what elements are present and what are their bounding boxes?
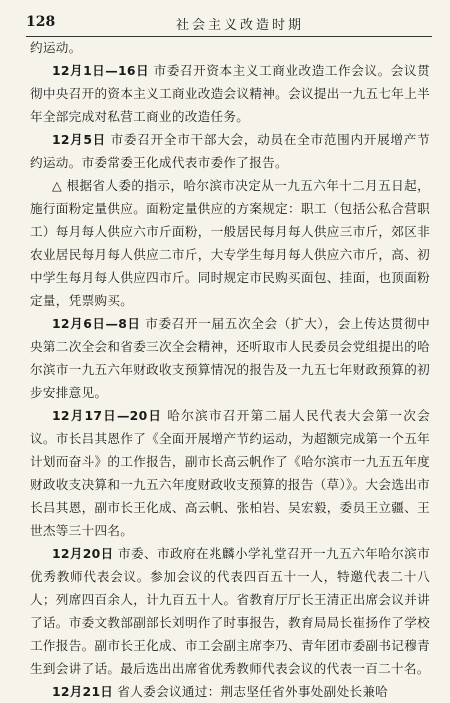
entry-text: 市委召开一届五次全会（扩大），会上传达贯彻中央第二次全会和省委三次全会精神，还听取市人民委员会党组提出的哈尔滨市一九五六年财政收支预算情况的报告及一九五七年财政预算的初步安排意见。 <box>30 316 431 400</box>
entry-text: 约运动。 <box>30 40 82 55</box>
paragraph-2 <box>30 128 430 174</box>
entry-text: 省人委会议通过：荆志坚任省外事处副处长兼哈 <box>113 684 389 699</box>
paragraph-0 <box>30 36 430 59</box>
page-number: 128 <box>26 14 56 30</box>
entry-date: 12月20日 <box>52 546 114 561</box>
page-body <box>30 36 430 703</box>
page-header <box>26 10 432 37</box>
entry-text: 市委召开全市干部大会，动员在全市范围内开展增产节约运动。市委常委王化成代表市委作了报告。 <box>30 132 430 170</box>
entry-text: 哈尔滨市召开第二届人民代表大会第一次会议。市长吕其恩作了《全面开展增产节约运动，为超额完成第一个五年计划而奋斗》的工作报告，副市长高云帆作了《哈尔滨市一九五五年度财政收支决算和一九五六年度财政收支预算的报告（草）》。大会选出市长吕其恩，副市长王化成、高云帆、张柏岩、吴宏毅，委员王立疆、王世杰等三十四名。 <box>30 408 430 538</box>
entry-text: 市委召开资本主义工商业改造工作会议。会议贯彻中央召开的资本主义工商业改造会议精神。会议提出一九五七年上半年全部完成对私营工商业的改造任务。 <box>30 63 430 124</box>
entry-text: 市委、市政府在兆麟小学礼堂召开一九五六年哈尔滨市优秀教师代表会议。参加会议的代表四百五十一人，特邀代表二十八人；列席四百余人，计九百五十人。省教育厅厅长王清正出席会议并讲了话。市委文教部副部长刘明作了时事报告，教育局局长崔扬作了学校工作报告。副市长王化成、市工会副主席李乃、青年团市委副书记穆青生到会讲了话。最后选出出席省优秀教师代表会议的代表一百二十名。 <box>30 546 430 676</box>
entry-date: 12月17日—20日 <box>52 408 163 423</box>
paragraph-7 <box>30 680 430 703</box>
running-title: 社会主义改造时期 <box>176 18 305 33</box>
paragraph-5 <box>30 404 430 542</box>
entry-date: 12月21日 <box>52 684 114 699</box>
entry-text: △ 根据省人委的指示，哈尔滨市决定从一九五六年十二月五日起，施行面粉定量供应。面粉定量供应的方案规定：职工（包括公私合营职工）每月每人供应六市斤面粉，一般居民每月每人供应三市斤，郊区非农业居民每月每人供应二市斤，大专学生每月每人供应六市斤，高、初中学生每月每人供应四市斤。同时规定市民购买面包、挂面，也顶面粉定量，凭票购买。 <box>30 178 430 308</box>
paragraph-4 <box>30 312 430 404</box>
entry-date: 12月5日 <box>52 132 106 147</box>
paragraph-1 <box>30 59 430 128</box>
paragraph-3 <box>30 174 430 312</box>
paragraph-6 <box>30 542 430 680</box>
entry-date: 12月6日—8日 <box>52 316 141 331</box>
entry-date: 12月1日—16日 <box>52 63 150 78</box>
